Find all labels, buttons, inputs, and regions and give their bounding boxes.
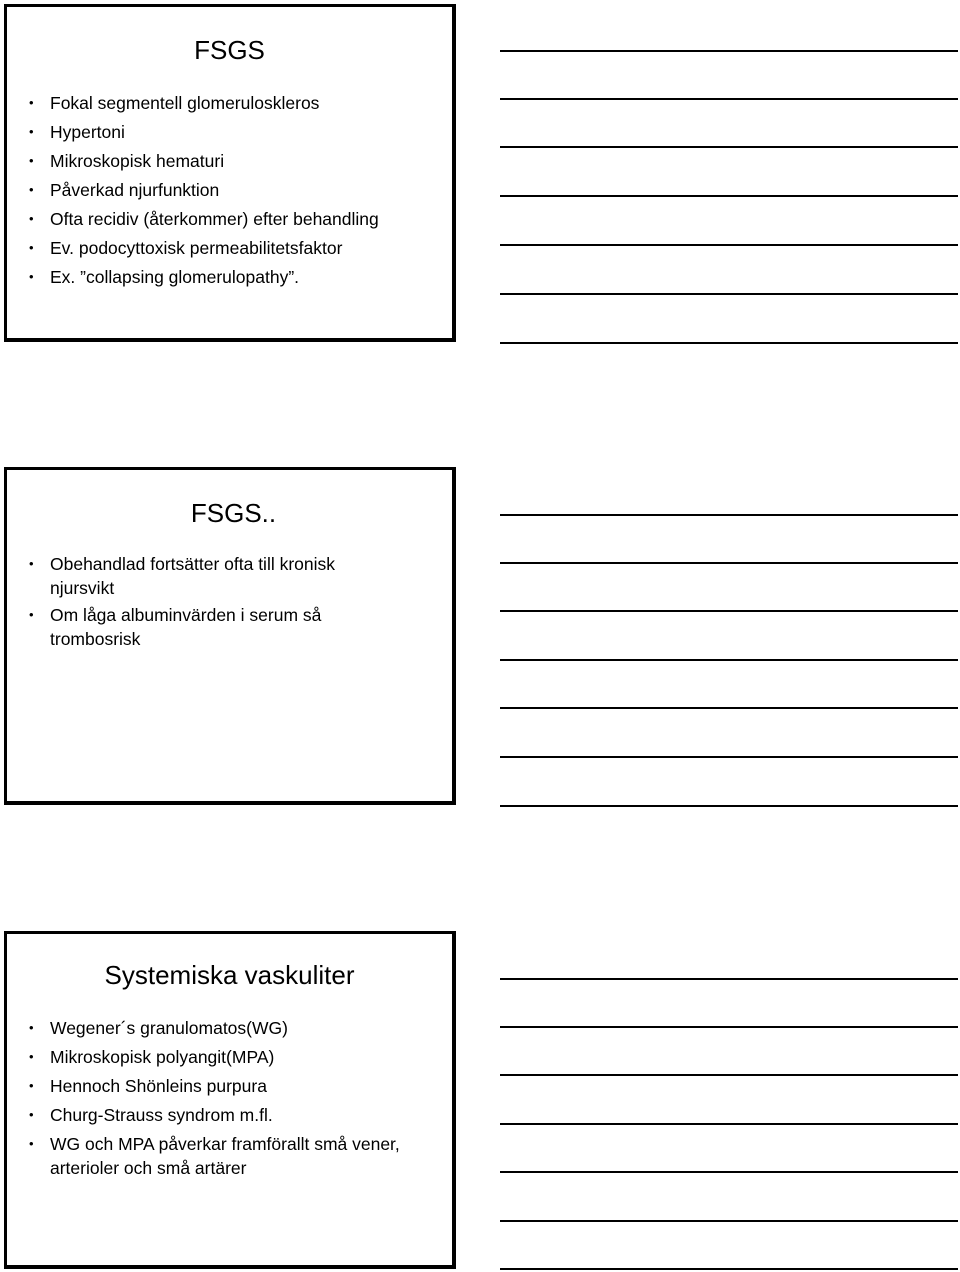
list-item bbox=[27, 265, 444, 289]
note-line bbox=[500, 50, 958, 52]
bullet-text: Om låga albuminvärden i serum så trombosrisk bbox=[50, 605, 322, 649]
note-line bbox=[500, 244, 958, 246]
bullet-icon: • bbox=[29, 1107, 34, 1122]
bullet-text: Obehandlad fortsätter ofta till kronisk njursvikt bbox=[50, 554, 336, 598]
note-line bbox=[500, 1074, 958, 1076]
list-item bbox=[27, 1132, 444, 1180]
bullet-text: Churg-Strauss syndrom m.fl. bbox=[50, 1105, 273, 1125]
list-item bbox=[27, 91, 444, 115]
bullet-icon: • bbox=[29, 607, 34, 622]
bullet-text: Hypertoni bbox=[50, 122, 125, 142]
bullet-text: Mikroskopisk polyangit(MPA) bbox=[50, 1047, 275, 1067]
bullet-icon: • bbox=[29, 124, 34, 139]
bullet-text: Ev. podocyttoxisk permeabilitetsfaktor bbox=[50, 238, 343, 258]
list-item bbox=[27, 1045, 444, 1069]
note-line bbox=[500, 293, 958, 295]
note-line bbox=[500, 1026, 958, 1028]
bullet-icon: • bbox=[29, 1078, 34, 1093]
bullet-text: WG och MPA påverkar framförallt små vener, arterioler och små artärer bbox=[50, 1134, 400, 1178]
note-line bbox=[500, 1123, 958, 1125]
list-item bbox=[27, 1016, 444, 1040]
note-line bbox=[500, 342, 958, 344]
bullet-icon: • bbox=[29, 211, 34, 226]
slide-1-title: FSGS bbox=[194, 35, 265, 65]
slide-2-title: FSGS.. bbox=[190, 498, 277, 528]
note-line bbox=[500, 195, 958, 197]
list-item bbox=[27, 178, 444, 202]
note-line bbox=[500, 98, 958, 100]
note-line bbox=[500, 610, 958, 612]
list-item bbox=[27, 603, 444, 651]
bullet-icon: • bbox=[29, 240, 34, 255]
list-item bbox=[27, 1103, 444, 1127]
list-item bbox=[27, 236, 444, 260]
bullet-icon: • bbox=[29, 1049, 34, 1064]
bullet-icon: • bbox=[29, 153, 34, 168]
bullet-text: Påverkad njurfunktion bbox=[50, 180, 220, 200]
note-line bbox=[500, 1171, 958, 1173]
bullet-icon: • bbox=[29, 269, 34, 284]
note-line bbox=[500, 562, 958, 564]
bullet-icon: • bbox=[29, 1020, 34, 1035]
bullet-text: Hennoch Shönleins purpura bbox=[50, 1076, 267, 1096]
bullet-icon: • bbox=[29, 556, 34, 571]
bullet-icon: • bbox=[29, 182, 34, 197]
note-line bbox=[500, 805, 958, 807]
list-item bbox=[27, 149, 444, 173]
note-line bbox=[500, 146, 958, 148]
slide-2 bbox=[4, 467, 456, 805]
slide-1 bbox=[4, 4, 456, 342]
list-item bbox=[27, 1074, 444, 1098]
note-line bbox=[500, 1268, 958, 1270]
note-line bbox=[500, 707, 958, 709]
bullet-icon: • bbox=[29, 95, 34, 110]
note-line bbox=[500, 756, 958, 758]
bullet-text: Mikroskopisk hematuri bbox=[50, 151, 225, 171]
list-item bbox=[27, 120, 444, 144]
slide-1-bullet-list bbox=[27, 91, 444, 294]
slide-2-bullet-list bbox=[27, 552, 444, 654]
slide-3-title: Systemiska vaskuliter bbox=[104, 960, 355, 990]
note-line bbox=[500, 659, 958, 661]
bullet-text: Ex. ”collapsing glomerulopathy”. bbox=[50, 267, 300, 287]
list-item bbox=[27, 552, 444, 600]
slide-3-bullet-list bbox=[27, 1016, 444, 1185]
bullet-text: Ofta recidiv (återkommer) efter behandling bbox=[50, 209, 379, 229]
slide-3 bbox=[4, 931, 456, 1269]
bullet-text: Wegener´s granulomatos(WG) bbox=[50, 1018, 288, 1038]
note-line bbox=[500, 514, 958, 516]
list-item bbox=[27, 207, 444, 231]
note-line bbox=[500, 1220, 958, 1222]
bullet-text: Fokal segmentell glomeruloskleros bbox=[50, 93, 320, 113]
bullet-icon: • bbox=[29, 1136, 34, 1151]
note-line bbox=[500, 978, 958, 980]
